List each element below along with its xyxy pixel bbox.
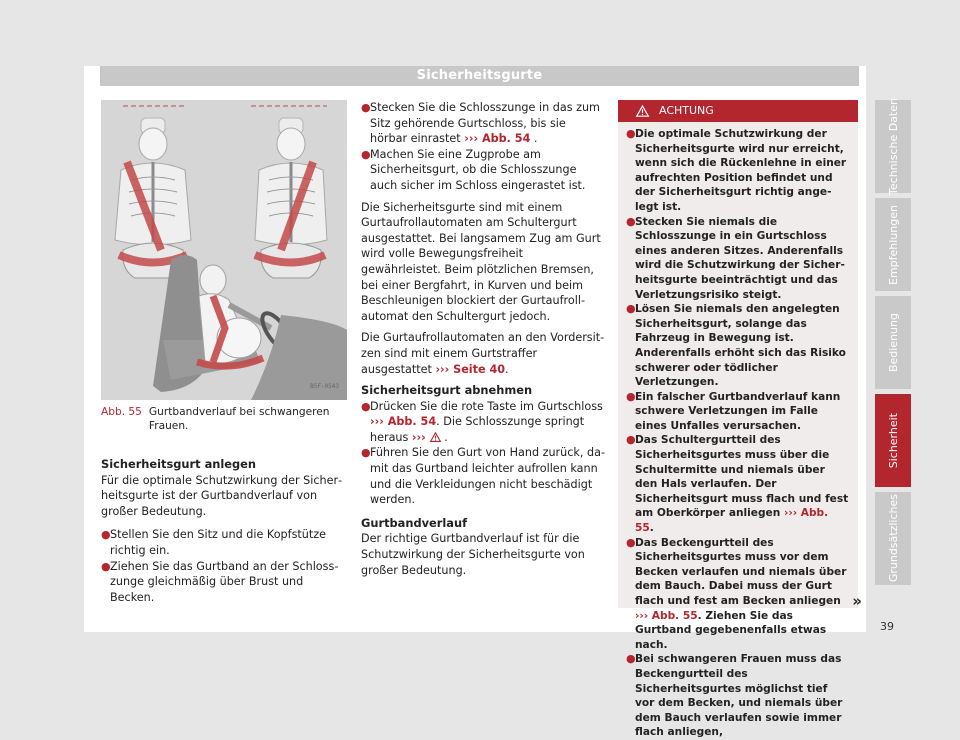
paragraph: Die Sicherheitsgurte sind mit einem Gurtaufrollautomaten am Schultergurt ausgestattet. Bei langsamem Zug am Gurt wird volle Bewegungsfreiheit gewährleistet. Beim plötzlichen Bremsen, bei einer Bergfahrt, in Kurven und beim Beschleunigen blockiert der Gurtaufrollautomat den Schultergurt jedoch. — [361, 200, 601, 323]
section-heading: Sicherheitsgurt anlegen — [101, 457, 256, 471]
list-item: ● Führen Sie den Gurt von Hand zurück, damit das Gurtband leichter aufrollen kann und die Verkleidungen nicht beschädigt werden. — [361, 446, 605, 507]
bullet-icon: ● — [361, 446, 371, 460]
list-item: ● Das Beckengurtteil des Sicherheitsgurtes muss vor dem Becken verlaufen und niemals über dem Bauch. Dabei muss der Gurt flach und fest am Becken anliegen ››› Abb. 55. Ziehen Sie das Gurtband gegebenenfalls etwas nach. — [626, 535, 847, 651]
list-item: ● Ziehen Sie das Gurtband an der Schlosszunge gleichmäßig über Brust und Becken. — [101, 559, 339, 604]
tab-technische-daten[interactable]: Technische Daten — [875, 100, 911, 193]
side-tabs — [875, 100, 911, 588]
paragraph: Der richtige Gurtbandverlauf ist für die Schutzwirkung der Sicherheitsgurte von großer Bedeutung. — [361, 532, 585, 577]
section-heading: Gurtbandverlauf — [361, 515, 468, 530]
warning-link[interactable]: ››› — [412, 431, 441, 444]
warning-title: ACHTUNG — [659, 104, 714, 117]
list-item: ● Die optimale Schutzwirkung der Sicherheitsgurte wird nur erreicht, wenn sich die Rückenlehne in einer aufrechten Position befindet und der Sicherheitsgurt richtig angelegt ist. — [626, 127, 847, 213]
list-item: ● Stellen Sie den Sitz und die Kopfstütze richtig ein. — [101, 528, 327, 557]
list-item: ● Stecken Sie niemals die Schlosszunge in ein Gurtschloss eines anderen Sitzes. Anderenfalls wird die Schutzwirkung der Sicherheitsgurte beeinträchtigt und das Verletzungsrisiko steigt. — [626, 214, 845, 301]
figure-caption — [101, 405, 347, 433]
warning-body — [618, 122, 858, 740]
bullet-icon: ● — [361, 147, 371, 161]
list-item: ● Bei schwangeren Frauen muss das Beckengurtteil des Sicherheitsgurtes möglichst tief vor dem Becken, und niemals über dem Bauch verlaufen sowie immer flach anliegen, — [626, 652, 843, 739]
figure-link[interactable]: ››› Abb. 55 — [635, 507, 829, 535]
figure-link[interactable]: ››› Abb. 55 — [635, 609, 698, 622]
bullet-icon: ● — [101, 559, 111, 573]
bullet-icon: ● — [626, 652, 636, 666]
bullet-icon: ● — [626, 389, 636, 403]
list-item: ● Lösen Sie niemals den angelegten Sicherheitsgurt, solange das Fahrzeug in Bewegung ist. Anderenfalls erhöht sich das Risiko schwerer oder tödlicher Verletzungen. — [626, 302, 846, 389]
tab-empfehlungen[interactable]: Empfehlungen — [875, 198, 911, 291]
list-item: ● Ein falscher Gurtbandverlauf kann schwere Verletzungen im Falle eines Unfalles verursachen. — [626, 389, 841, 432]
tab-sicherheit[interactable]: Sicherheit — [875, 394, 911, 487]
tab-bedienung[interactable]: Bedienung — [875, 296, 911, 389]
page-number: 39 — [880, 620, 894, 633]
list-item: ● Das Schultergurtteil des Sicherheitsgurtes muss über die Schultermitte und niemals über den Hals verlaufen. Der Sicherheitsgurt muss flach und fest am Oberkörper anliegen ››› Abb. 55. — [626, 433, 849, 535]
figure-link[interactable]: ››› Abb. 54 — [464, 132, 531, 146]
bullet-icon: ● — [626, 302, 636, 316]
caption-label: Abb. 55 — [101, 406, 142, 418]
tab-grundsaetzliches[interactable]: Grundsätzliches — [875, 492, 911, 585]
bullet-icon: ● — [626, 433, 636, 447]
page-link[interactable]: ››› Seite 40 — [435, 362, 506, 376]
bullet-icon: ● — [361, 101, 371, 114]
paragraph: Für die optimale Schutzwirkung der Sicherheitsgurte ist der Gurtbandverlauf von großer Bedeutung. — [101, 473, 343, 518]
figure-code: B5F-0543 — [310, 383, 339, 391]
column-middle — [361, 100, 605, 578]
paragraph: Die Gurtaufrollautomaten an den Vordersitzen sind mit einem Gurtstraffer ausgestattet ››› Seite 40. — [361, 331, 605, 376]
bullet-icon: ● — [626, 127, 636, 140]
list-item: ● Drücken Sie die rote Taste im Gurtschloss ››› Abb. 54. Die Schlosszunge springt heraus ››› . — [361, 399, 603, 444]
bullet-icon: ● — [626, 214, 636, 228]
figure-seatbelt-illustration — [101, 100, 347, 400]
bullet-icon: ● — [101, 528, 111, 542]
continue-icon: » — [852, 592, 862, 610]
section-heading: Sicherheitsgurt abnehmen — [361, 383, 533, 398]
warning-box — [618, 100, 862, 739]
column-left — [101, 100, 347, 605]
bullet-icon: ● — [626, 535, 636, 549]
figure-link[interactable]: ››› Abb. 54 — [370, 415, 437, 429]
page-header: Sicherheitsgurte — [100, 66, 859, 86]
seatbelt-illustration — [101, 100, 347, 400]
warning-triangle-icon — [430, 432, 441, 442]
warning-triangle-icon — [636, 105, 649, 117]
caption-text: Gurtbandverlauf bei schwangeren Frauen. — [148, 406, 330, 432]
list-item: ● Machen Sie eine Zugprobe am Sicherheitsgurt, ob die Schlosszunge auch sicher im Schloss eingerastet ist. — [361, 147, 586, 192]
list-item: ● Stecken Sie die Schlosszunge in das zum Sitz gehörende Gurtschloss, bis sie hörbar einrastet ››› Abb. 54 . — [361, 101, 600, 146]
warning-header — [618, 100, 858, 122]
bullet-icon: ● — [361, 399, 371, 413]
